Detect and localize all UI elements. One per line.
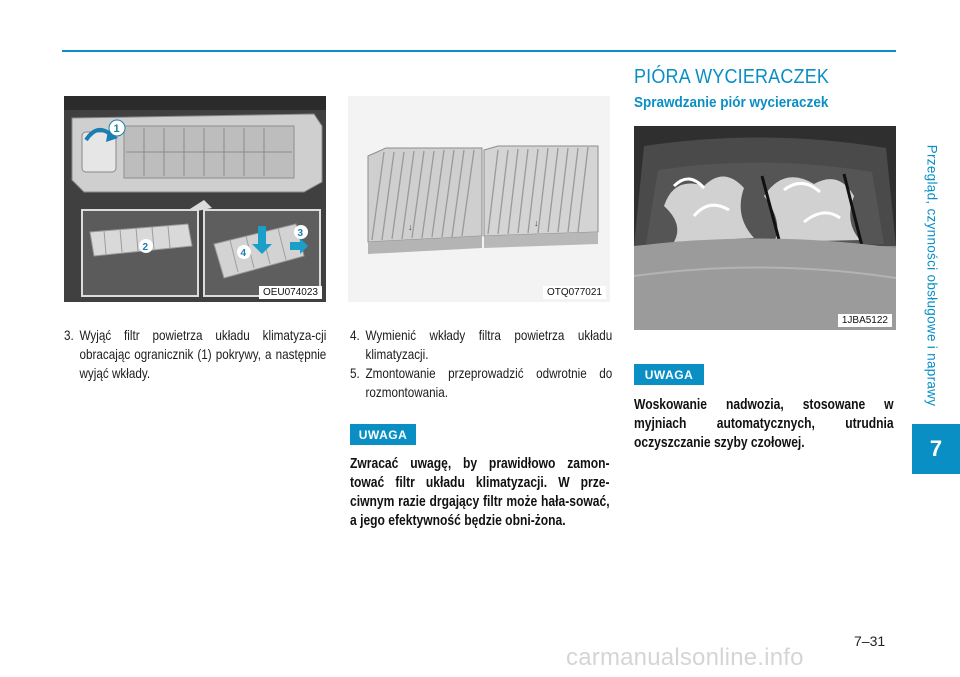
- top-rule: [62, 50, 896, 52]
- svg-text:3: 3: [297, 228, 304, 239]
- svg-text:1: 1: [113, 123, 120, 135]
- warning-text: Zwracać uwagę, by prawidłowo zamon-tować filtr układu klimatyzacji. W prze-ciwnym razie drgający filtr może hała-sować, a jego efektywność będzie obni-żona.: [350, 456, 610, 529]
- filter-removal-illustration: [64, 96, 326, 302]
- svg-text:↓: ↓: [408, 222, 413, 232]
- step-5: [350, 364, 612, 402]
- figure-code: 1JBA5122: [838, 314, 892, 327]
- warning-badge: UWAGA: [634, 364, 704, 385]
- chapter-number: 7: [929, 436, 943, 461]
- figure-filter-elements: [348, 96, 610, 302]
- step-number: 5.: [350, 366, 360, 381]
- figure-code: OEU074023: [259, 286, 322, 299]
- page-number: 7–31: [854, 633, 886, 649]
- figure-code: OTQ077021: [543, 286, 606, 299]
- svg-text:↓: ↓: [534, 218, 539, 228]
- step-4: [350, 326, 612, 364]
- step-text: Zmontowanie przeprowadzić odwrotnie do rozmontowania.: [365, 366, 613, 400]
- section-title: PIÓRA WYCIERACZEK: [634, 66, 830, 88]
- warning-badge: UWAGA: [350, 424, 416, 445]
- chapter-title-text: Przegląd, czynności obsługowe i naprawy: [924, 144, 940, 406]
- wiper-blades-illustration: [634, 126, 896, 330]
- step-number: 4.: [350, 328, 360, 343]
- chapter-number-tab: [912, 424, 960, 474]
- step-text: Wyjąć filtr powietrza układu klimatyza-cji obracając ogranicznik (1) pokrywy, a następnie wyjąć wkłady.: [79, 328, 327, 381]
- step-3: [64, 326, 326, 383]
- step-text: Wymienić wkłady filtra powietrza układu klimatyzacji.: [365, 328, 613, 362]
- watermark: carmanualsonline.info: [566, 644, 804, 671]
- figure-wiper-blades: [634, 126, 896, 330]
- svg-text:2: 2: [142, 242, 149, 253]
- warning-text: Woskowanie nadwozia, stosowane w myjniach automatycznych, utrudnia oczyszczanie szyby czołowej.: [634, 397, 894, 451]
- chapter-side-title: [914, 130, 950, 420]
- svg-text:4: 4: [240, 248, 247, 259]
- figure-filter-removal: [64, 96, 326, 302]
- subsection-title: Sprawdzanie piór wycieraczek: [634, 94, 829, 111]
- step-number: 3.: [64, 328, 74, 343]
- filter-elements-illustration: [348, 96, 610, 302]
